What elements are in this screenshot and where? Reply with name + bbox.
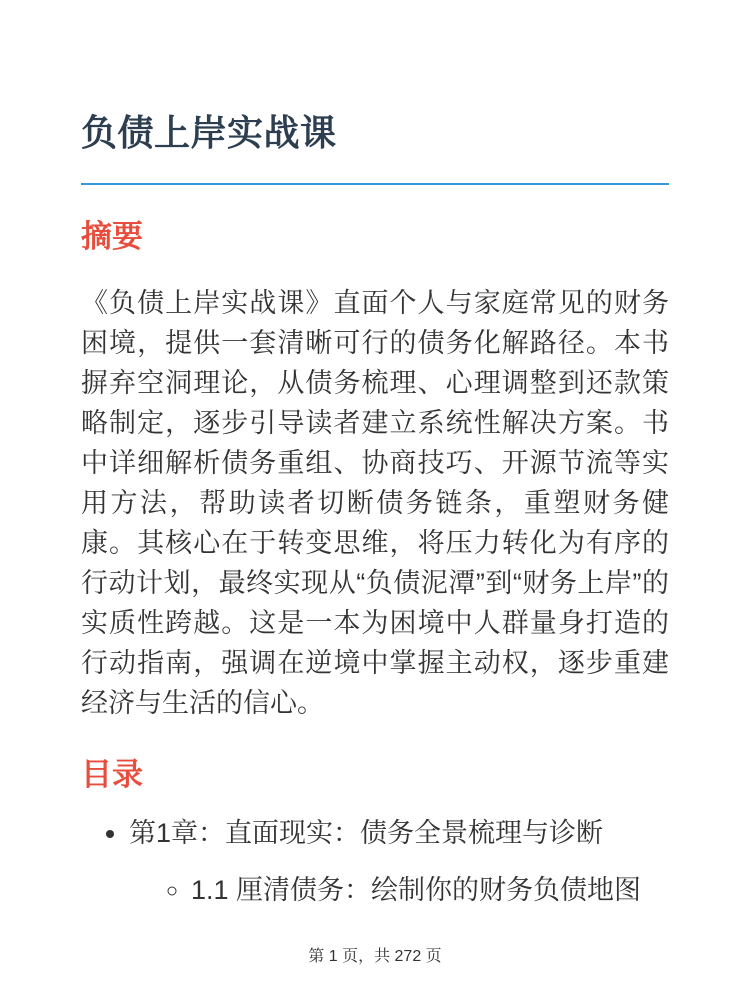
toc-heading: 目录 — [81, 757, 143, 792]
toc-sublist-chapter-1 — [129, 870, 669, 910]
toc-list — [81, 813, 669, 910]
toc-item-section-1-1: ◦ 1.1 厘清债务：绘制你的财务负债地图 — [191, 870, 669, 910]
title-divider — [81, 183, 669, 185]
abstract-body: 《负债上岸实战课》直面个人与家庭常见的财务困境，提供一套清晰可行的债务化解路径。本书摒弃空洞理论，从债务梳理、心理调整到还款策略制定，逐步引导读者建立系统性解决方案。书中详细解析债务重组、协商技巧、开源节流等实用方法，帮助读者切断债务链条，重塑财务健康。其核心在于转变思维，将压力转化为有序的行动计划，最终实现从“负债泥潭”到“财务上岸”的实质性跨越。这是一本为困境中人群量身打造的行动指南，强调在逆境中掌握主动权，逐步重建经济与生活的信心。 — [81, 288, 669, 718]
toc-item-chapter-1: • 第1章：直面现实：债务全景梳理与诊断 — [129, 813, 669, 853]
page-footer: 第 1 页，共 272 页 — [308, 948, 442, 965]
abstract-heading: 摘要 — [81, 219, 143, 254]
page-title: 负债上岸实战课 — [81, 112, 337, 153]
